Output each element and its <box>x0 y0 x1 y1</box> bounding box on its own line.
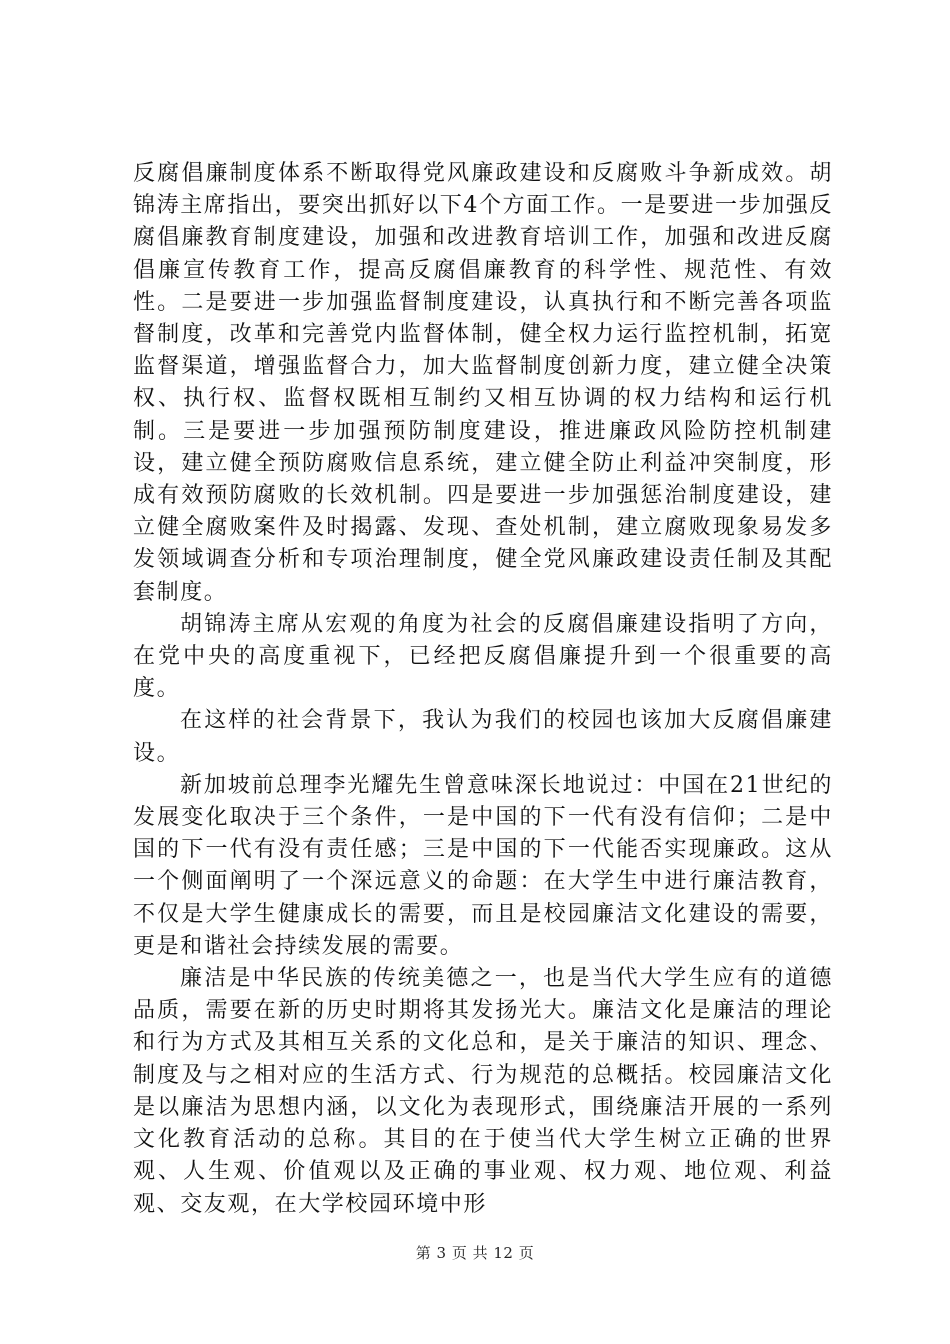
document-body <box>133 158 833 1221</box>
paragraph: 在这样的社会背景下，我认为我们的校园也该加大反腐倡廉建设。 <box>133 708 833 766</box>
paragraph-continued: 反腐倡廉制度体系不断取得党风廉政建设和反腐败斗争新成效。胡锦涛主席指出，要突出抓好以下4个方面工作。一是要进一步加强反腐倡廉教育制度建设，加强和改进教育培训工作，加强和改进反腐倡廉宣传教育工作，提高反腐倡廉教育的科学性、规范性、有效性。二是要进一步加强监督制度建设，认真执行和不断完善各项监督制度，改革和完善党内监督体制，健全权力运行监控机制，拓宽监督渠道，增强监督合力，加大监督制度创新力度，建立健全决策权、执行权、监督权既相互制约又相互协调的权力结构和运行机制。三是要进一步加强预防制度建设，推进廉政风险防控机制建设，建立健全预防腐败信息系统，建立健全防止利益冲突制度，形成有效预防腐败的长效机制。四是要进一步加强惩治制度建设，建立健全腐败案件及时揭露、发现、查处机制，建立腐败现象易发多发领域调查分析和专项治理制度，健全党风廉政建设责任制及其配套制度。 <box>133 161 833 605</box>
paragraph: 廉洁是中华民族的传统美德之一，也是当代大学生应有的道德品质，需要在新的历史时期将其发扬光大。廉洁文化是廉洁的理论和行为方式及其相互关系的文化总和，是关于廉洁的知识、理念、制度及与之相对应的生活方式、行为规范的总概括。校园廉洁文化是以廉洁为思想内涵，以文化为表现形式，围绕廉洁开展的一系列文化教育活动的总称。其目的在于使当代大学生树立正确的世界观、人生观、价值观以及正确的事业观、权力观、地位观、利益观、交友观，在大学校园环境中形 <box>133 966 833 1217</box>
page-number-footer: 第 3 页 共 12 页 <box>415 1244 535 1262</box>
paragraph: 新加坡前总理李光耀先生曾意味深长地说过：中国在21世纪的发展变化取决于三个条件，一是中国的下一代有没有信仰；二是中国的下一代有没有责任感；三是中国的下一代能否实现廉政。这从一个侧面阐明了一个深远意义的命题：在大学生中进行廉洁教育，不仅是大学生健康成长的需要，而且是校园廉洁文化建设的需要，更是和谐社会持续发展的需要。 <box>133 772 833 959</box>
paragraph: 胡锦涛主席从宏观的角度为社会的反腐倡廉建设指明了方向，在党中央的高度重视下，已经把反腐倡廉提升到一个很重要的高度。 <box>133 611 833 702</box>
